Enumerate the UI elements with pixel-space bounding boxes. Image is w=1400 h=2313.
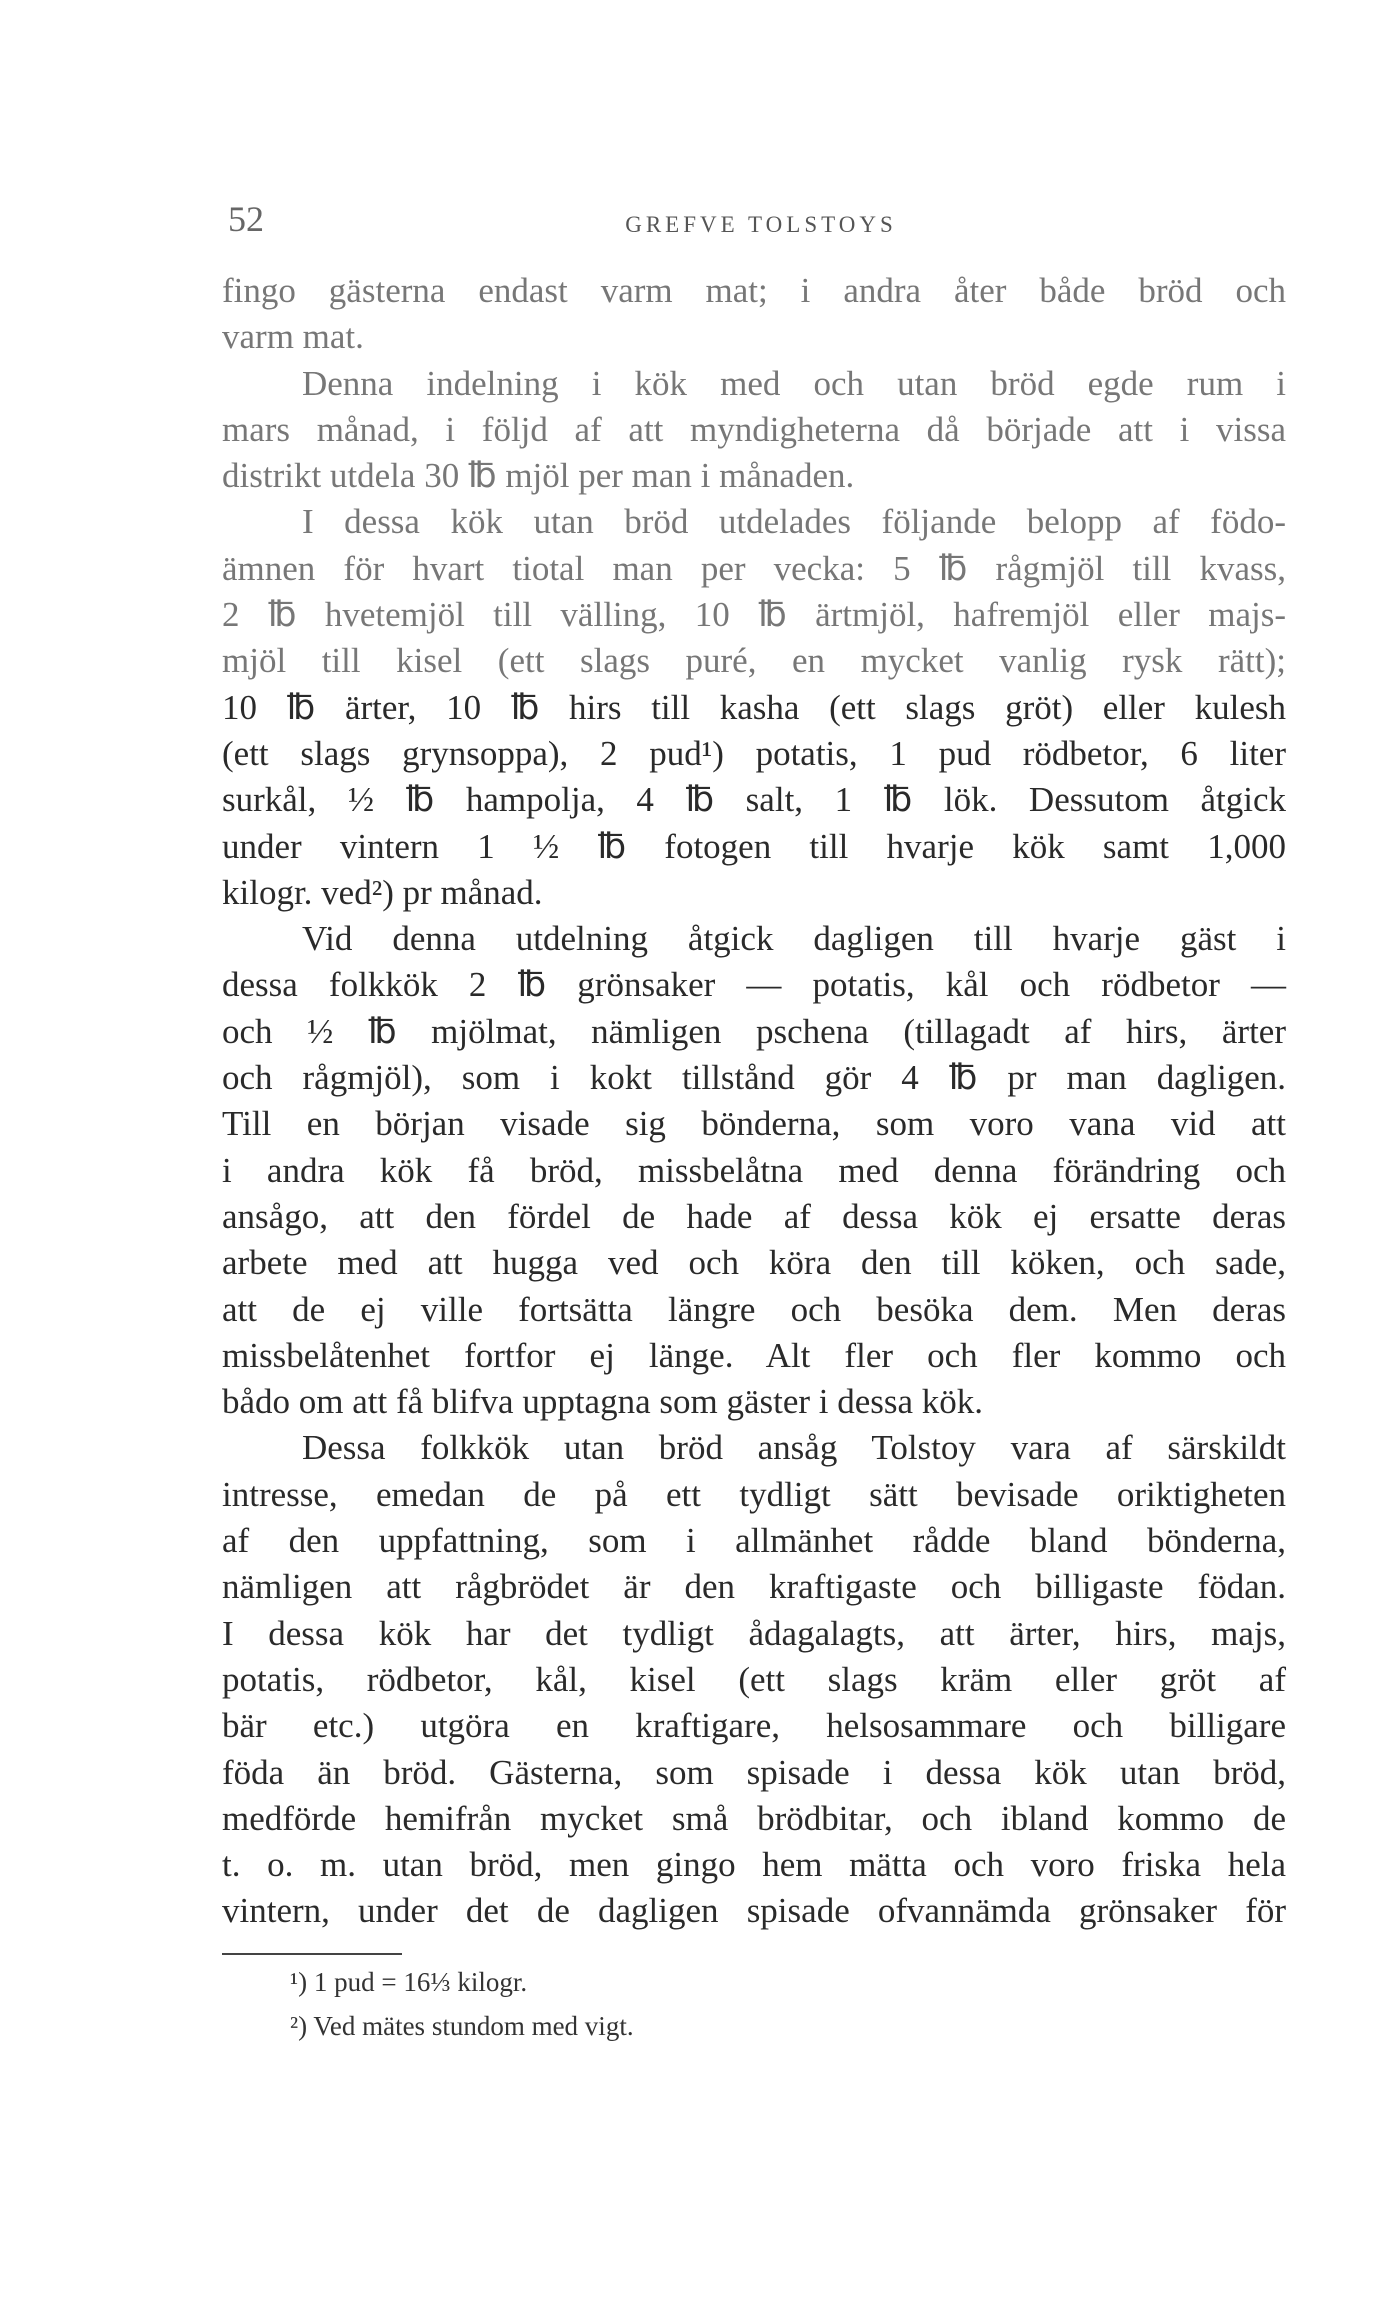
text-line: att de ej ville fortsätta längre och besöka dem. Men deras [222, 1289, 1286, 1329]
text-line: mjöl till kisel (ett slags puré, en mycket vanlig rysk rätt); [222, 641, 1286, 681]
text-line: potatis, rödbetor, kål, kisel (ett slags kräm eller gröt af [222, 1659, 1286, 1699]
text-line: 10 ℔ ärter, 10 ℔ hirs till kasha (ett slags gröt) eller kulesh [222, 687, 1286, 727]
text-line: medförde hemifrån mycket små brödbitar, och ibland kommo de [222, 1798, 1286, 1838]
footnote: ¹) 1 pud = 16⅓ kilogr. [290, 1967, 528, 1997]
text-line: Denna indelning i kök med och utan bröd egde rum i [302, 363, 1286, 403]
text-line: mars månad, i följd af att myndigheterna då började att i vissa [222, 409, 1286, 449]
text-line: bär etc.) utgöra en kraftigare, helsosammare och billigare [222, 1706, 1286, 1746]
text-line: och rågmjöl), som i kokt tillstånd gör 4 ℔ pr man dagligen. [222, 1058, 1286, 1098]
text-line: dessa folkkök 2 ℔ grönsaker — potatis, kål och rödbetor — [222, 965, 1286, 1005]
text-line: varm mat. [222, 317, 364, 357]
running-head: GREFVE TOLSTOYS [625, 212, 897, 237]
text-line: under vintern 1 ½ ℔ fotogen till hvarje kök samt 1,000 [222, 826, 1286, 866]
footnote-rule [222, 1953, 402, 1955]
footnotes [290, 1960, 1290, 2048]
text-line: kilogr. ved²) pr månad. [222, 872, 543, 912]
page-number: 52 [228, 199, 264, 239]
text-line: ansågo, att den fördel de hade af dessa kök ej ersatte deras [222, 1196, 1286, 1236]
text-line: intresse, emedan de på ett tydligt sätt bevisade oriktigheten [222, 1474, 1286, 1514]
text-line: I dessa kök har det tydligt ådagalagts, att ärter, hirs, majs, [222, 1613, 1286, 1653]
body-text [222, 268, 1286, 1935]
text-line: 2 ℔ hvetemjöl till välling, 10 ℔ ärtmjöl, hafremjöl eller majs- [222, 595, 1286, 635]
text-line: vintern, under det de dagligen spisade ofvannämda grönsaker för [222, 1891, 1286, 1931]
text-line: föda än bröd. Gästerna, som spisade i dessa kök utan bröd, [222, 1752, 1286, 1792]
text-line: t. o. m. utan bröd, men gingo hem mätta och voro friska hela [222, 1845, 1286, 1885]
text-line: fingo gästerna endast varm mat; i andra åter både bröd och [222, 271, 1286, 310]
text-line: Vid denna utdelning åtgick dagligen till hvarje gäst i [302, 919, 1286, 959]
footnote: ²) Ved mätes stundom med vigt. [290, 2011, 634, 2041]
text-line: (ett slags grynsoppa), 2 pud¹) potatis, 1 pud rödbetor, 6 liter [222, 733, 1286, 773]
text-line: I dessa kök utan bröd utdelades följande belopp af födo- [302, 502, 1286, 542]
text-line: distrikt utdela 30 ℔ mjöl per man i månaden. [222, 456, 855, 496]
text-line: och ½ ℔ mjölmat, nämligen pschena (tillagadt af hirs, ärter [222, 1011, 1286, 1051]
text-line: missbelåtenhet fortfor ej länge. Alt fler och fler kommo och [222, 1335, 1286, 1375]
text-line: arbete med att hugga ved och köra den till köken, och sade, [222, 1243, 1286, 1283]
text-line: ämnen för hvart tiotal man per vecka: 5 ℔ rågmjöl till kvass, [222, 548, 1286, 588]
text-line: af den uppfattning, som i allmänhet rådde bland bönderna, [222, 1521, 1286, 1561]
text-line: nämligen att rågbrödet är den kraftigaste och billigaste födan. [222, 1567, 1286, 1607]
text-line: Till en början visade sig bönderna, som voro vana vid att [222, 1104, 1286, 1144]
text-line: bådo om att få blifva upptagna som gäster i dessa kök. [222, 1382, 984, 1422]
text-line: i andra kök få bröd, missbelåtna med denna förändring och [222, 1150, 1286, 1190]
text-line: Dessa folkkök utan bröd ansåg Tolstoy vara af särskildt [302, 1428, 1286, 1468]
text-line: surkål, ½ ℔ hampolja, 4 ℔ salt, 1 ℔ lök. Dessutom åtgick [222, 780, 1286, 820]
page-header [228, 198, 1294, 246]
